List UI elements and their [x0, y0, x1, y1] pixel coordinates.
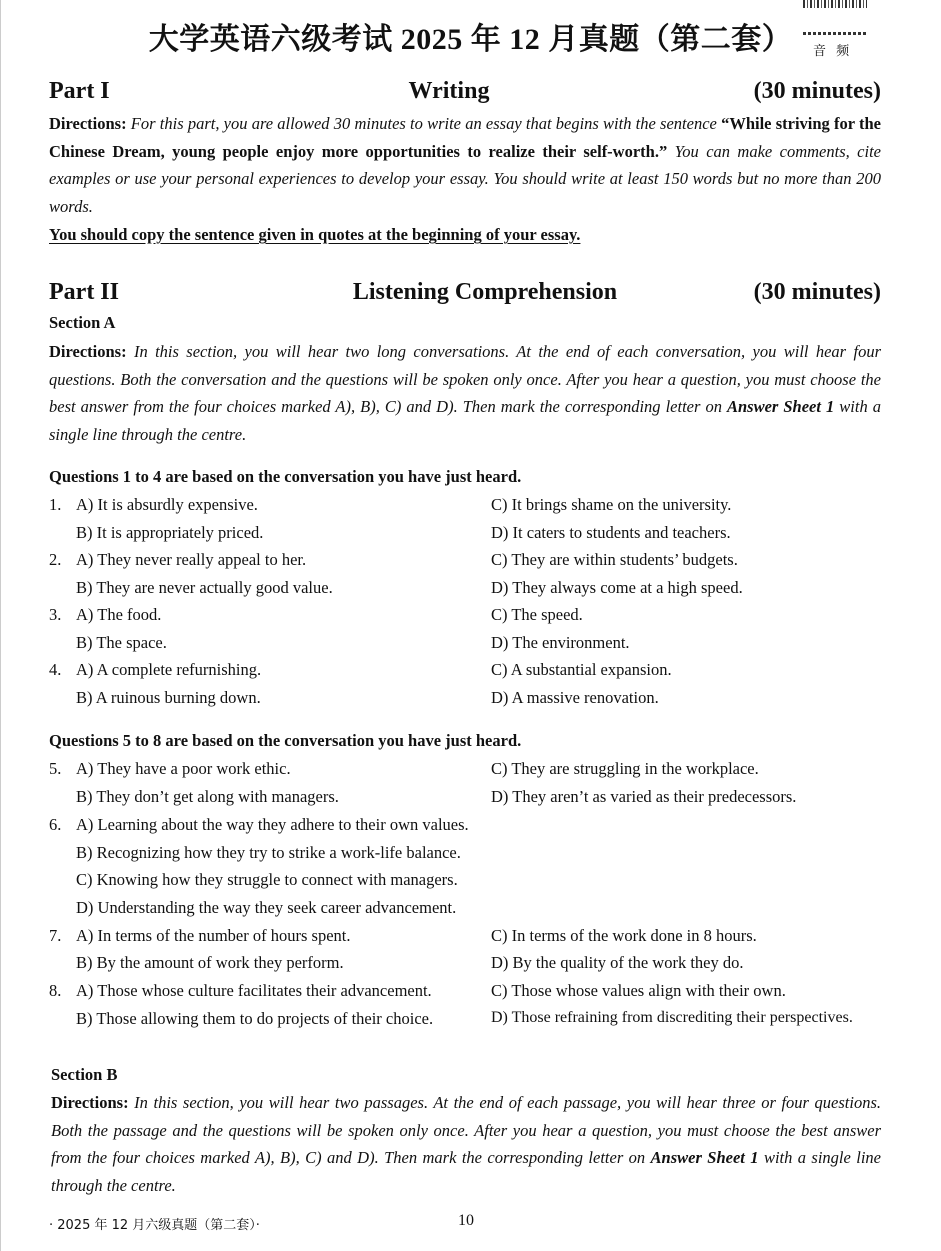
option-b: B) They are never actually good value.: [76, 578, 333, 597]
option-d: D) They aren’t as varied as their predecessors.: [491, 787, 797, 806]
question-number: 5.: [49, 759, 62, 778]
option-a: A) They have a poor work ethic.: [76, 759, 291, 778]
directions-text-2: with a single line through the centre.: [51, 1148, 881, 1195]
question-number: 8.: [49, 981, 62, 1000]
option-c: C) They are struggling in the workplace.: [491, 759, 759, 778]
option-b: B) A ruinous burning down.: [76, 688, 261, 707]
option-b: B) By the amount of work they perform.: [76, 953, 344, 972]
question-number: 1.: [49, 495, 62, 514]
option-d: D) A massive renovation.: [491, 688, 659, 707]
question-number: 3.: [49, 605, 62, 624]
directions-text-2: You can make comments, cite examples or use your personal experiences to develop your essay. You should write at least 150 words but no more than 200 words.: [49, 141, 881, 216]
part1-label: Part I: [49, 78, 110, 104]
page-edge: [0, 0, 1, 1251]
directions-text-1: For this part, you are allowed 30 minutes to write an essay that begins with the sentence: [126, 114, 722, 133]
directions-label: Directions:: [51, 1093, 129, 1112]
directions-quote: “While striving for the Chinese Dream, young people enjoy more opportunities to realize their self-worth.”: [49, 114, 881, 161]
part2-name: Listening Comprehension: [352, 279, 618, 305]
option-d: D) The environment.: [491, 633, 630, 652]
option-b: B) It is appropriately priced.: [76, 523, 264, 542]
option-a: A) It is absurdly expensive.: [76, 495, 258, 514]
part2-time: (30 minutes): [753, 279, 881, 305]
option-c: C) The speed.: [491, 605, 583, 624]
question-number: 4.: [49, 660, 62, 679]
directions-label: Directions:: [49, 342, 127, 361]
option-a: A) Learning about the way they adhere to their own values.: [76, 815, 469, 834]
option-a: A) They never really appeal to her.: [76, 550, 307, 569]
option-a: A) The food.: [76, 605, 162, 624]
directions-text-1: In this section, you will hear two passages. At the end of each passage, you will hear three or four questions. Both the passage and the questions will be spoken only once. After you hear a question, you must choose the best answer from the four choices marked A), B), C) and D). Then mark the corresponding letter on: [51, 1093, 881, 1168]
option-a: A) A complete refurnishing.: [76, 660, 262, 679]
option-c: C) A substantial expansion.: [491, 660, 672, 679]
option-c: C) They are within students’ budgets.: [491, 550, 738, 569]
part2-label: Part II: [49, 279, 119, 305]
option-d: D) Those refraining from discrediting their perspectives.: [491, 1009, 853, 1026]
part1-header: [49, 78, 881, 108]
option-b: B) Those allowing them to do projects of their choice.: [76, 1009, 434, 1028]
directions-text-1: In this section, you will hear two long conversations. At the end of each conversation, you will hear four questions. Both the conversation and the questions will be spoken only once. After you hear a question, you must choose the best answer from the four choices marked A), B), C) and D). Then mark the corresponding letter on: [49, 342, 881, 417]
option-b: B) They don’t get along with managers.: [76, 787, 339, 806]
audio-label: 音 频: [813, 44, 853, 59]
part2-header: [49, 279, 881, 309]
part1-directions: [49, 110, 881, 220]
option-b: B) The space.: [76, 633, 167, 652]
page-title: 大学英语六级考试 2025 年 12 月真题（第二套）: [148, 23, 793, 56]
section-a-directions: [49, 338, 881, 448]
qr-code-icon: [803, 0, 867, 8]
option-b: B) Recognizing how they try to strike a work-life balance.: [76, 843, 461, 862]
option-d: D) They always come at a high speed.: [491, 578, 743, 597]
questions-1-4-heading: Questions 1 to 4 are based on the conversation you have just heard.: [49, 467, 522, 486]
part1-note: [49, 221, 881, 249]
option-a: A) Those whose culture facilitates their advancement.: [76, 981, 432, 1000]
option-d: D) Understanding the way they seek career advancement.: [76, 898, 457, 917]
directions-label: Directions:: [49, 114, 127, 133]
page-number: 10: [458, 1212, 474, 1229]
directions-text-2: with a single line through the centre.: [49, 397, 881, 444]
answer-sheet-label: Answer Sheet 1: [650, 1148, 759, 1168]
question-number: 2.: [49, 550, 62, 569]
question-number: 7.: [49, 926, 62, 945]
footer-label: · 2025 年 12 月六级真题（第二套）·: [49, 1218, 260, 1233]
option-c: C) Those whose values align with their own.: [491, 981, 786, 1000]
copy-sentence-note: You should copy the sentence given in quotes at the beginning of your essay.: [49, 225, 581, 244]
option-c: C) In terms of the work done in 8 hours.: [491, 926, 757, 945]
option-d: D) By the quality of the work they do.: [491, 953, 744, 972]
questions-5-8-heading: Questions 5 to 8 are based on the conversation you have just heard.: [49, 731, 522, 750]
option-c: C) Knowing how they struggle to connect with managers.: [76, 870, 458, 889]
option-d: D) It caters to students and teachers.: [491, 523, 731, 542]
option-a: A) In terms of the number of hours spent.: [76, 926, 351, 945]
option-c: C) It brings shame on the university.: [491, 495, 732, 514]
answer-sheet-label: Answer Sheet 1: [726, 397, 835, 417]
section-a-title: Section A: [49, 313, 116, 332]
section-b-directions: [51, 1089, 881, 1199]
question-number: 6.: [49, 815, 62, 834]
part1-name: Writing: [408, 78, 490, 104]
part1-time: (30 minutes): [753, 78, 881, 104]
section-b-title: Section B: [51, 1065, 118, 1084]
